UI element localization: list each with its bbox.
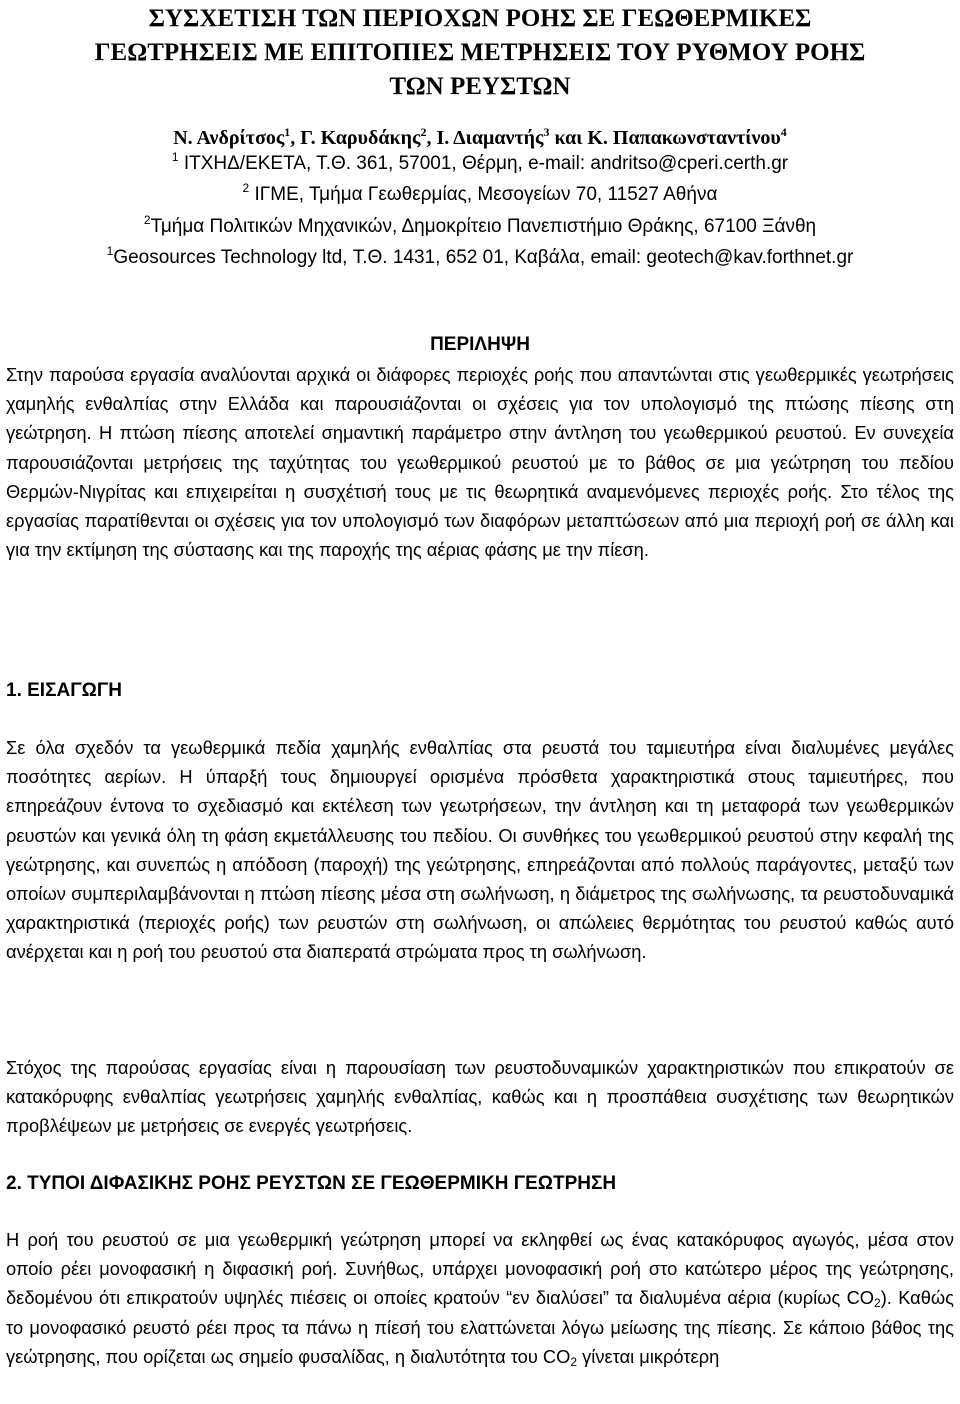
- author-3: Ι. Διαμαντής: [436, 127, 544, 149]
- affiliation-4: $^1$Geosources Technology ltd, Τ.Θ. 1431, 652 01, Καβάλα, email: geotech@kav.forthnet.gr: [106, 244, 854, 268]
- title-line-1: ΣΥΣΧΕΤΙΣΗ ΤΩΝ ΠΕΡΙΟΧΩΝ ΡΟΗΣ ΣΕ ΓΕΩΘΕΡΜΙΚΕΣ: [148, 5, 812, 32]
- affiliation-3: $^2$Τμήμα Πολιτικών Μηχανικών, Δημοκρίτειο Πανεπιστήμιο Θράκης, 67100 Ξάνθη: [143, 213, 817, 237]
- authors: Ν. Ανδρίτσος$^1$, Γ. Καρυδάκης$^2$, Ι. Διαμαντής$^3$ και Κ. Παπακωνσταντίνου$^4$: [173, 125, 787, 149]
- author-2: Γ. Καρυδάκης: [300, 127, 421, 149]
- title-line-2: ΓΕΩΤΡΗΣΕΙΣ ΜΕ ΕΠΙΤΟΠΙΕΣ ΜΕΤΡΗΣΕΙΣ ΤΟΥ ΡΥΘΜΟΥ ΡΟΗΣ: [94, 39, 866, 66]
- author-1: Ν. Ανδρίτσος: [173, 127, 285, 149]
- section-2-paragraph: Η ροή του ρευστού σε μια γεωθερμική γεώτρηση μπορεί να εκληφθεί ως ένας κατακόρυφος αγωγός, μέσα στον οποίο ρέει μονοφασική η διφασική ροή. Συνήθως, υπάρχει μονοφασική ροή στο κατώτερο μέρος της γεώτρησης, δεδομένου ότι επικρατούν υψηλές πιέσεις οι οποίες κρατούν “εν διαλύσει” τα διαλυμένα αέρια (κυρίως $CO_2$). Καθώς το μονοφασικό ρευστό ρέει προς τα πάνω η πίεσή του ελαττώνεται λόγω μείωσης της πίεσης. Σε κάποιο βάθος της γεώτρησης, που ορίζεται ως σημείο φυσαλίδας, η διαλυτότητα του $CO_2$ γίνεται μικρότερη: [6, 1229, 954, 1369]
- section-1-paragraph-1: Σε όλα σχεδόν τα γεωθερμικά πεδία χαμηλής ενθαλπίας στα ρευστά του ταμιευτήρα είναι διαλυμένες μεγάλες ποσότητες αερίων. Η ύπαρξή τους δημιουργεί ορισμένα πρόσθετα χαρακτηριστικά στους ταμιευτήρες, που επηρεάζουν έντονα το σχεδιασμό και εκτέλεση των γεωτρήσεων, την άντληση και τη μεταφορά των γεωθερμικών ρευστών και γενικά όλη τη φάση εκμετάλλευσης του πεδίου. Οι συνθήκες του γεωθερμικού ρευστού στην κεφαλή της γεώτρησης, και συνεπώς η απόδοση (παροχή) της γεώτρησης, επηρεάζονται από πολλούς παράγοντες, μεταξύ των οποίων συμπεριλαμβάνονται η πτώση πίεσης μέσα στη σωλήνωση, η διάμετρος της σωλήνωσης, τα ρευστοδυναμικά χαρακτηριστικά (περιοχές ροής) των ρευστών στη σωλήνωση, οι απώλειες θερμότητας του ρευστού καθώς αυτό ανέρχεται και η ροή του ρευστού στα διαπερατά στρώματα προς τη σωλήνωση.: [6, 737, 954, 963]
- section-2-heading: 2. ΤΥΠΟΙ ΔΙΦΑΣΙΚΗΣ ΡΟΗΣ ΡΕΥΣΤΩΝ ΣΕ ΓΕΩΘΕΡΜΙΚΗ ΓΕΩΤΡΗΣΗ: [6, 1173, 617, 1194]
- author-4: Κ. Παπακωνσταντίνου: [587, 127, 781, 149]
- title-line-3: ΤΩΝ ΡΕΥΣΤΩΝ: [389, 73, 571, 100]
- section-1-heading: 1. ΕΙΣΑΓΩΓΗ: [6, 680, 122, 701]
- section-1-paragraph-2: Στόχος της παρούσας εργασίας είναι η παρουσίαση των ρευστοδυναμικών χαρακτηριστικών που επικρατούν σε κατακόρυφης ενθαλπίας γεωτρήσεις χαμηλής ενθαλπίας, καθώς και η προσπάθεια συσχέτισης των θεωρητικών προβλέψεων με μετρήσεις σε ενεργές γεωτρήσεις.: [6, 1057, 954, 1137]
- abstract-heading: ΠΕΡΙΛΗΨΗ: [430, 334, 530, 355]
- affiliation-1: $^1$ ΙΤΧΗΔ/ΕΚΕΤΑ, Τ.Θ. 361, 57001, Θέρμη, e-mail: andritso@cperi.certh.gr: [171, 150, 789, 174]
- abstract-text: Στην παρούσα εργασία αναλύονται αρχικά οι διάφορες περιοχές ροής που απαντώνται στις γεωθερμικές γεωτρήσεις χαμηλής ενθαλπίας στην Ελλάδα και παρουσιάζονται οι σχέσεις για τον υπολογισμό της πτώσης πίεσης στη γεώτρηση. Η πτώση πίεσης αποτελεί σημαντική παράμετρο στην άντληση του γεωθερμικού ρευστού. Εν συνεχεία παρουσιάζονται μετρήσεις της ταχύτητας του γεωθερμικού ρευστού με το βάθος σε μια γεώτρηση του πεδίου Θερμών-Νιγρίτας και επιχειρείται η συσχέτισή τους με τις θεωρητικά αναμενόμενες περιοχές ροής. Στο τέλος της εργασίας παρατίθενται οι σχέσεις για τον υπολογισμό των διαφόρων μεταπτώσεων από μια περιοχή ροή σε άλλη και για την εκτίμηση της σύστασης και της παροχής της αέριας φάσης με την πίεση.: [6, 364, 954, 561]
- affiliation-2: $^2$ ΙΓΜΕ, Τμήμα Γεωθερμίας, Μεσογείων 70, 11527 Αθήνα: [242, 181, 718, 205]
